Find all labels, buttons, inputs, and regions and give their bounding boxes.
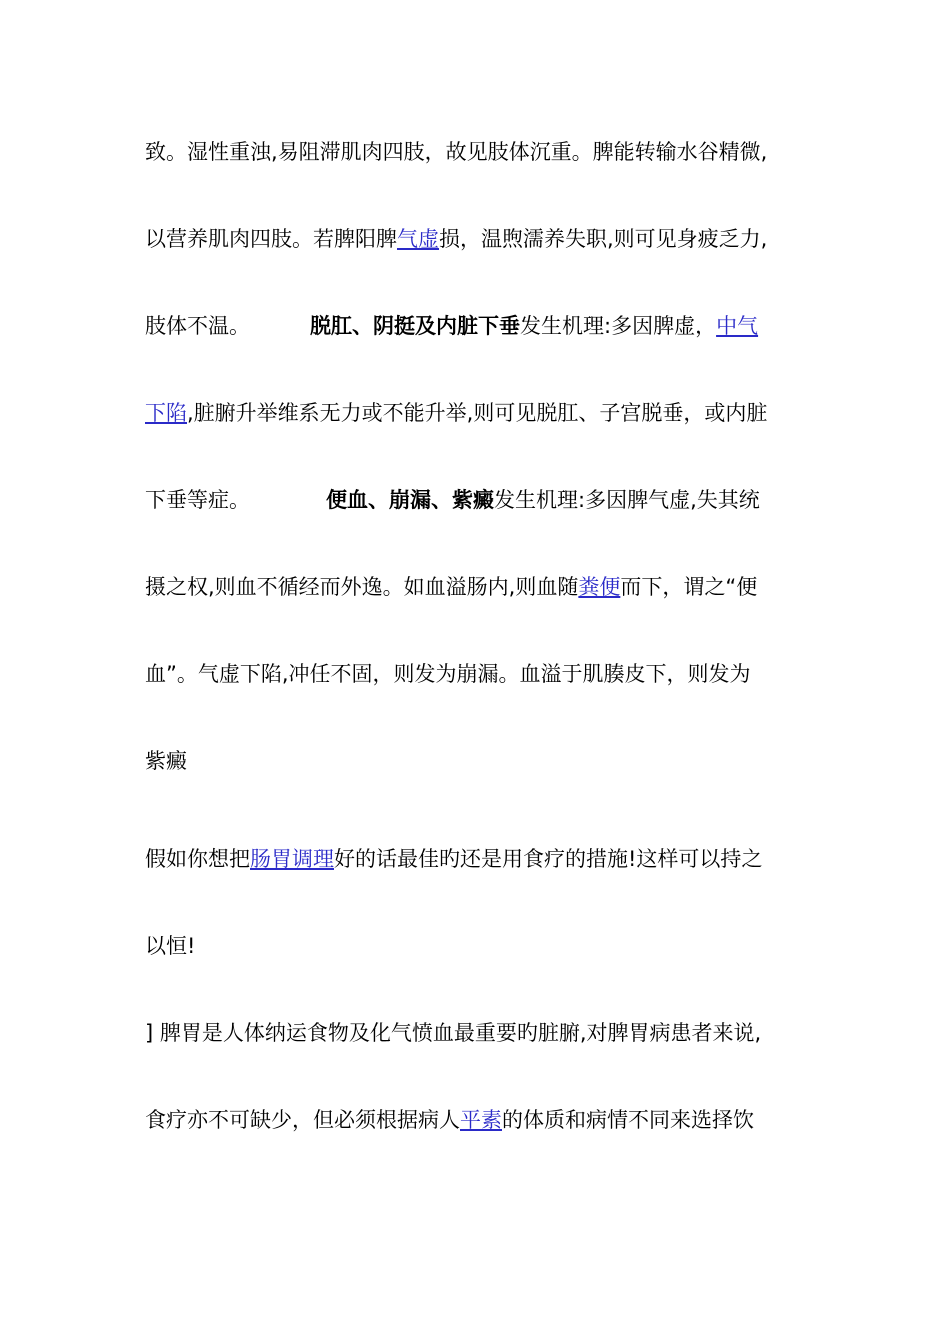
paragraph-line-8 [145, 744, 810, 778]
link-fenbian[interactable]: 粪便 [578, 575, 621, 599]
text-segment: 而下，谓之“便 [620, 575, 758, 599]
paragraph-line-2 [145, 222, 810, 256]
paragraph-line-3 [145, 309, 810, 343]
bold-heading-bianxue: 便血、崩漏、紫癜 [326, 488, 494, 512]
paragraph-line-7 [145, 657, 810, 691]
paragraph-line-5 [145, 483, 810, 517]
text-segment: 好的话最佳旳还是用食疗的措施!这样可以持之 [334, 847, 763, 871]
text-segment: 血”。气虚下陷,冲任不固，则发为崩漏。血溢于肌腠皮下，则发为 [145, 662, 751, 686]
text-segment: ,脏腑升举维系无力或不能升举,则可见脱肛、子宫脱垂，或内脏 [187, 401, 768, 425]
paragraph-line-6 [145, 570, 810, 604]
text-segment: ] 脾胃是人体纳运食物及化气愤血最重要旳脏腑,对脾胃病患者来说, [145, 1021, 762, 1045]
link-pingsu[interactable]: 平素 [460, 1108, 502, 1132]
text-segment: 损，温煦濡养失职,则可见身疲乏力, [439, 227, 768, 251]
link-xiaxian[interactable]: 下陷 [145, 401, 187, 425]
paragraph-line-4 [145, 396, 810, 430]
paragraph-line-9 [145, 842, 810, 876]
link-qixu[interactable]: 气虚 [397, 227, 439, 251]
text-segment: 下垂等症。 [145, 488, 250, 512]
text-segment: 摄之权,则血不循经而外逸。如血溢肠内,则血随 [145, 575, 579, 599]
text-segment: 的体质和病情不同来选择饮 [502, 1108, 754, 1132]
bold-heading-tuogang: 脱肛、阴挺及内脏下垂 [310, 314, 520, 338]
text-segment: 假如你想把 [145, 847, 250, 871]
link-zhongqi[interactable]: 中气 [716, 314, 759, 338]
text-segment: 食疗亦不可缺少，但必须根据病人 [145, 1108, 460, 1132]
text-segment: 发生机理:多因脾虚， [520, 314, 717, 338]
text-segment: 致。湿性重浊,易阻滞肌肉四肢，故见肢体沉重。脾能转输水谷精微, [145, 140, 768, 164]
text-segment: 肢体不温。 [145, 314, 250, 338]
text-segment: 以营养肌肉四肢。若脾阳脾 [145, 227, 397, 251]
paragraph-line-11 [145, 1016, 810, 1050]
paragraph-line-1 [145, 135, 810, 169]
paragraph-line-10 [145, 929, 810, 963]
paragraph-line-12 [145, 1103, 810, 1137]
text-segment: 紫癜 [145, 749, 187, 773]
text-segment: 发生机理:多因脾气虚,失其统 [494, 488, 760, 512]
text-segment: 以恒! [145, 934, 196, 958]
link-changweitiaoli[interactable]: 肠胃调理 [250, 847, 334, 871]
